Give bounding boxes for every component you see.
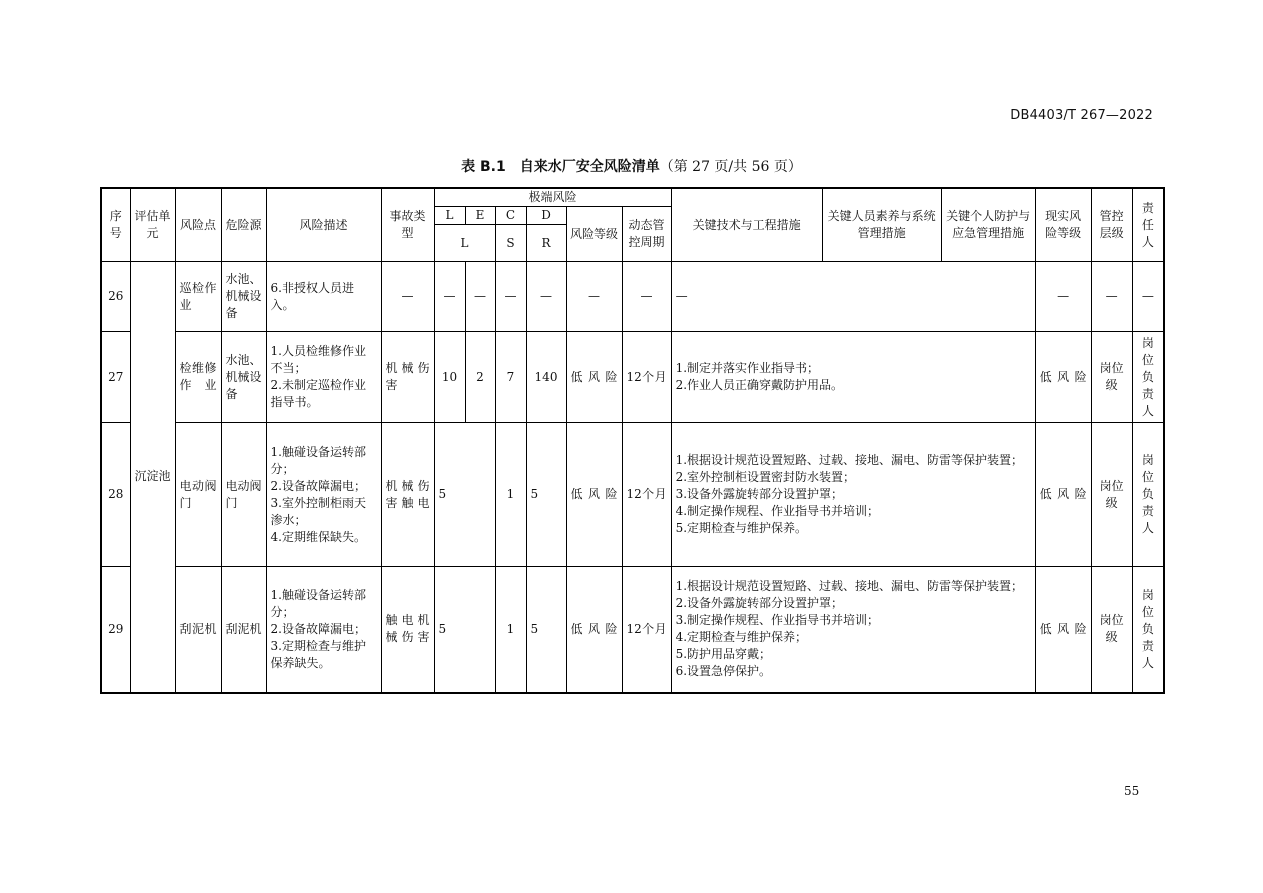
row-seq: 27 [101, 332, 130, 423]
risk-level: 低风险 [566, 423, 622, 567]
risk-level: — [566, 262, 622, 332]
risk-point: 电动阀门 [175, 423, 221, 567]
value-L: 5 [434, 423, 495, 567]
control-level: 岗位级 [1091, 567, 1132, 693]
value-E: 2 [465, 332, 495, 423]
col-point: 风险点 [175, 188, 221, 262]
row-seq: 26 [101, 262, 130, 332]
accident-type: — [381, 262, 434, 332]
col-D-top: D [526, 207, 566, 225]
risk-description: 1.触碰设备运转部分； 2.设备故障漏电； 3.室外控制柜雨天渗水； 4.定期维保缺失。 [266, 423, 381, 567]
table-paging: （第 27 页/共 56 页） [659, 159, 802, 175]
col-control-level: 管控层级 [1091, 188, 1132, 262]
row-seq: 29 [101, 567, 130, 693]
col-seq: 序号 [101, 188, 130, 262]
value-C: 1 [495, 423, 526, 567]
value-D: 140 [526, 332, 566, 423]
owner: 岗位负责人 [1132, 332, 1164, 423]
value-D: 5 [526, 423, 566, 567]
table-body [101, 262, 1164, 693]
risk-level: 低风险 [566, 567, 622, 693]
col-owner: 责任人 [1132, 188, 1164, 262]
page-number: 55 [1124, 784, 1140, 798]
table-row [101, 423, 1164, 567]
hazard-source: 水池、机械设备 [221, 262, 266, 332]
hazard-source: 水池、机械设备 [221, 332, 266, 423]
table-row [101, 262, 1164, 332]
owner: 岗位负责人 [1132, 423, 1164, 567]
risk-description: 1.人员检维修作业不当； 2.未制定巡检作业指导书。 [266, 332, 381, 423]
current-risk: — [1035, 262, 1091, 332]
accident-type: 机械伤害 [381, 332, 434, 423]
value-C: — [495, 262, 526, 332]
risk-point: 检维修作业 [175, 332, 221, 423]
table-caption: 表 B.1 [461, 159, 506, 175]
risk-description: 6.非授权人员进入。 [266, 262, 381, 332]
risk-table [100, 187, 1165, 694]
control-cycle: 12个月 [622, 332, 671, 423]
measures: — [671, 262, 1035, 332]
col-risk-level: 风险等级 [566, 207, 622, 262]
col-description: 风险描述 [266, 188, 381, 262]
row-seq: 28 [101, 423, 130, 567]
value-C: 1 [495, 567, 526, 693]
measures: 1.制定并落实作业指导书； 2.作业人员正确穿戴防护用品。 [671, 332, 1035, 423]
table-row [101, 332, 1164, 423]
control-cycle: — [622, 262, 671, 332]
col-dynamic-cycle: 动态管控周期 [622, 207, 671, 262]
measures: 1.根据设计规范设置短路、过载、接地、漏电、防雷等保护装置； 2.设备外露旋转部分设置护罩； 3.制定操作规程、作业指导书并培训； 4.定期检查与维护保养； 5.防护用品穿戴； 6.设置急停保护。 [671, 567, 1035, 693]
control-level: 岗位级 [1091, 423, 1132, 567]
hazard-source: 电动阀门 [221, 423, 266, 567]
risk-level: 低风险 [566, 332, 622, 423]
value-E: — [465, 262, 495, 332]
owner: — [1132, 262, 1164, 332]
col-tech-measures: 关键技术与工程措施 [671, 188, 822, 262]
risk-description: 1.触碰设备运转部分； 2.设备故障漏电； 3.定期检查与维护保养缺失。 [266, 567, 381, 693]
table-title [0, 156, 1263, 176]
assessment-unit: 沉淀池 [130, 262, 175, 693]
table-row [101, 567, 1164, 693]
current-risk: 低风险 [1035, 332, 1091, 423]
document-code: DB4403/T 267—2022 [1010, 108, 1153, 123]
hazard-source: 刮泥机 [221, 567, 266, 693]
col-R-bottom: R [526, 225, 566, 262]
control-level: 岗位级 [1091, 332, 1132, 423]
col-extreme-risk: 极端风险 [434, 188, 671, 207]
col-L-top: L [434, 207, 465, 225]
col-personnel-measures: 关键人员素养与系统管理措施 [822, 188, 941, 262]
col-hazard: 危险源 [221, 188, 266, 262]
col-current-risk: 现实风险等级 [1035, 188, 1091, 262]
value-D: 5 [526, 567, 566, 693]
accident-type: 机械伤害触电 [381, 423, 434, 567]
value-L: 5 [434, 567, 495, 693]
accident-type: 触电机械伤害 [381, 567, 434, 693]
value-L: — [434, 262, 465, 332]
col-L-bottom: L [434, 225, 495, 262]
measures: 1.根据设计规范设置短路、过载、接地、漏电、防雷等保护装置； 2.室外控制柜设置密封防水装置； 3.设备外露旋转部分设置护罩； 4.制定操作规程、作业指导书并培训； 5.定期检查与维护保养。 [671, 423, 1035, 567]
col-S-bottom: S [495, 225, 526, 262]
current-risk: 低风险 [1035, 567, 1091, 693]
col-E-top: E [465, 207, 495, 225]
owner: 岗位负责人 [1132, 567, 1164, 693]
col-accident-type: 事故类型 [381, 188, 434, 262]
control-level: — [1091, 262, 1132, 332]
value-D: — [526, 262, 566, 332]
table-title-text: 自来水厂安全风险清单 [519, 159, 660, 175]
col-unit: 评估单元 [130, 188, 175, 262]
table-header [101, 188, 1164, 262]
col-protection-measures: 关键个人防护与应急管理措施 [941, 188, 1035, 262]
col-C-top: C [495, 207, 526, 225]
risk-point: 巡检作业 [175, 262, 221, 332]
control-cycle: 12个月 [622, 567, 671, 693]
control-cycle: 12个月 [622, 423, 671, 567]
current-risk: 低风险 [1035, 423, 1091, 567]
risk-point: 刮泥机 [175, 567, 221, 693]
value-C: 7 [495, 332, 526, 423]
value-L: 10 [434, 332, 465, 423]
